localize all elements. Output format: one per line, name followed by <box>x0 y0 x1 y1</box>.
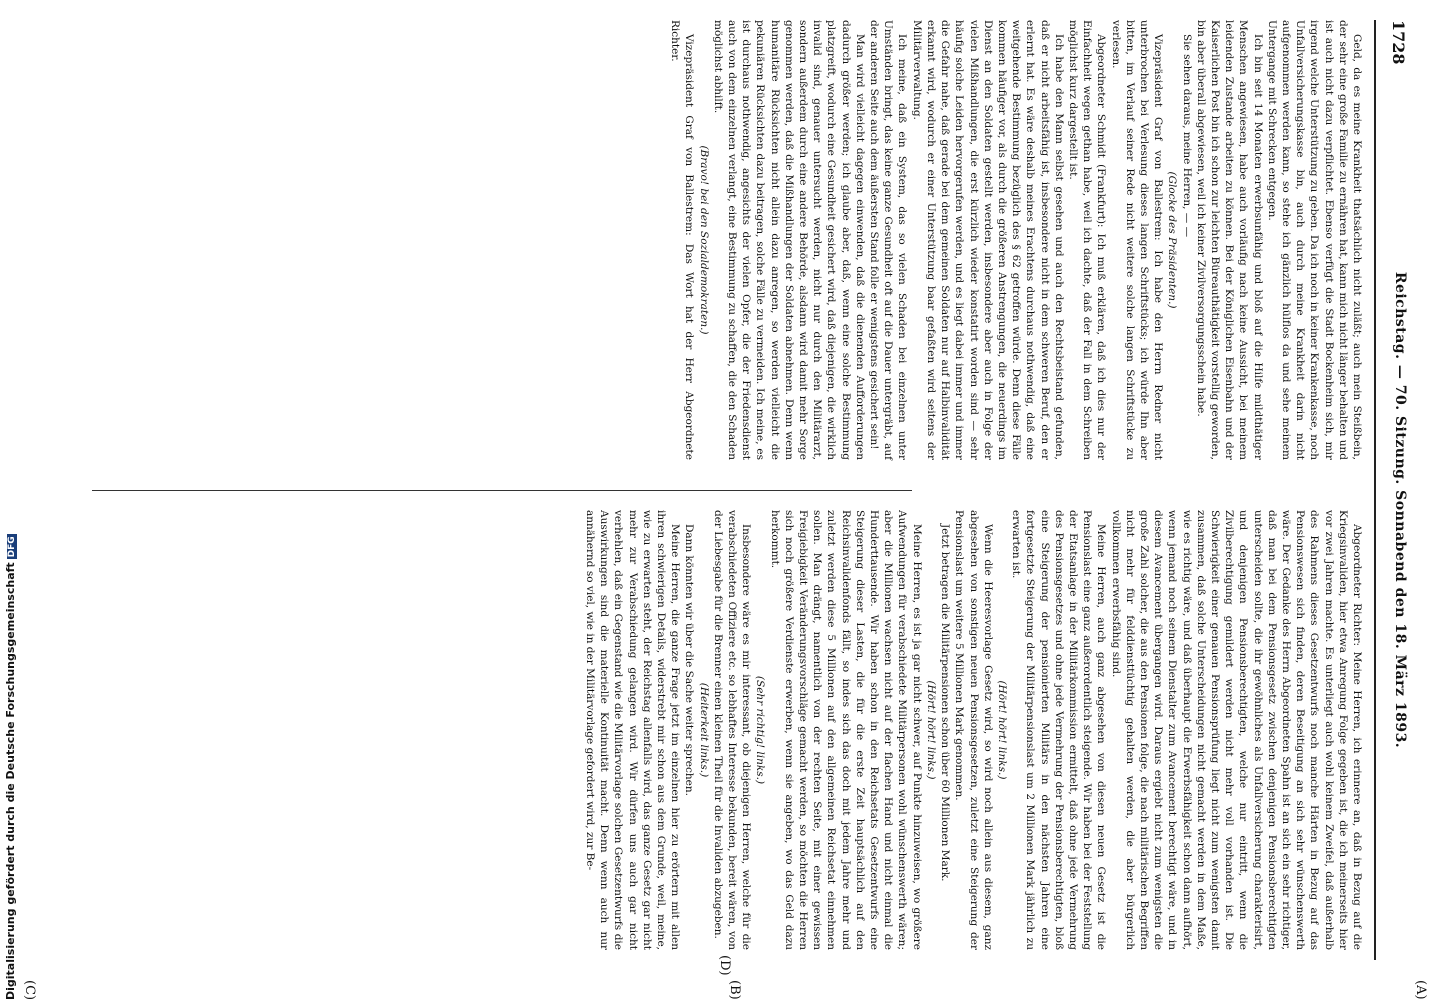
digitization-credit <box>4 534 17 1000</box>
left-column-paragraph: Ich bin seit 14 Monaten erwerbsunfähig und bloß auf die Hilfe mildthätiger Menschen angewiesen, habe auch vorläufig nach keine Aussicht, bei meinem leidenden Zustande arbeiten zu können. Bei der Königlichen Eisenbahn und der Kaiserlichen Post bin ich schon zur leichten Büreauthätigkeit vorstellig geworden, bin aber überall abgewiesen, weil ich keiner Zivilversorgungsschein habe. <box>1194 20 1264 460</box>
left-column-paragraph: Vizepräsident Graf von Ballestrem: Ich habe den Herrn Redner nicht unterbrochen bei Verlesung dieses langen Schriftstücks; ich würde Ihn aber bitten, im Verlauf seiner Rede nicht weitere solche langen Schriftstücke zu verlesen. <box>1109 20 1165 460</box>
right-column-paragraph: Meine Herren, die ganze Frage jetzt im einzelnen hier zu erörtern mit allen ihren schwierigen Details, widerstrebt mir schon aus dem Grunde, weil, meine, wie zu erwarten steht, der Reichstag allenfalls wird, das ganze Gesetz gar nicht mehr zur Verabschiedung gelangen wird. Wir dürfen uns auch gar nicht verhehlen, daß ein Gegenstand wie die Militärvorlage solchen Gesetzentwurfs die Auswirkungen sind die materielle Kontinuität macht. Denn wenn auch nur annähernd so viel, wie in der Militärvorlage gefordert wird, zur Be- <box>584 510 682 950</box>
right-column-paragraph: Wenn die Heeresvorlage Gesetz wird, so wird noch allein aus diesem, ganz abgesehen von sonstigen neuen Pensionsgesetzen, zuletzt eine Steigerung der Pensionslast um weitere 5 Millionen Mark genommen. <box>953 510 994 950</box>
page-number: 1728 <box>1389 20 1408 65</box>
left-column-paragraph: Vizepräsident Graf von Ballestrem: Das Wort hat der Herr Abgeordnete Richter. <box>669 20 696 460</box>
right-column <box>583 510 1364 950</box>
right-column-paragraph: Insbesondere wäre es mir interessant, ob diejenigen Herren, welche für die verabschiedeten Offiziere etc. so lebhaftes Interesse bekunden, bereit wären, von der Liebesgabe für die Brenner einen kleinen Theil für die Invaliden abzugeben. <box>711 510 753 950</box>
page-header <box>1374 20 1412 960</box>
left-column-paragraph: Abgeordneter Schmidt (Frankfurt): Ich muß erklären, daß ich dies nur der Einfachheit wegen gethan habe, weil ich dachte, daß der Fall in dem Schreiben möglichst kurz dargestellt ist. <box>1066 20 1108 460</box>
right-column-paragraph: Abgeordneter Richter: Meine Herren, ich erinnere an, daß in Bezug auf die Kriegsinvaliden, hier etwa Anregung Folge gegeben ist, die ich meinerseits hier vor zwei Jahren machte. Es unterliegt auch wohl keinem Zweifel, daß außerhalb des Rahmens dieses Gesetzentwurfs noch manche Härten in Bezug auf das Pensionswesen sich finden, deren Beseitigung an sich sehr wünschenswerth wäre. Der Gedanke des Herrn Abgeordneten Spahn ist an sich ein sehr richtiger, daß man bei dem Pensionsgesetz zwischen denjenigen Pensionsberechtigten unterscheiden sollte, die ihr gewöhnliches als Unfallversicherung charakterisirt, und denjenigen Pensionsberechtigten, welche nur eintritt, wenn die Zivilberechtigung gemildert werden nicht mehr voll vorhanden ist. Die Schwierigkeit einer genauen Pensionsprüfung liegt nicht zum wenigsten damit zusammen, daß solche Unterscheidungen nicht gemacht werden in dem Maße, wie es richtig wäre, und daß überhaupt die Erwerbsfähigkeit schon dann aufhört, wenn jemand noch seinem Dienstalter zum Avancement berechtigt wäre, und in diesem Avancement übergangen wird. Daraus ergiebt nicht zum wenigsten die große Zahl solcher, die aus den Pensionen folge, die nach militärischen Begriffen nicht mehr für felddiensttüchtig gehalten werden, die aber bürgerlich vollkommen erwerbsfähig sind. <box>1109 510 1363 950</box>
margin-mark-c: (C) <box>22 980 37 1000</box>
right-column-paragraph: (Hört! hört! links.) <box>995 680 1008 780</box>
credit-text: Digitalisierung gefördert durch die Deutsche Forschungsgemeinschaft <box>4 562 17 1000</box>
dfg-logo: DFG <box>7 536 17 558</box>
right-column-paragraph: Dann könnten wir über die Sache weiter sprechen. <box>683 524 696 796</box>
right-column-paragraph: (Sehr richtig! links.) <box>754 675 767 785</box>
right-column-paragraph: Meine Herren, es ist ja gar nicht schwer, auf Punkte hinzuweisen, wo größere Aufwendungen für verabschiedete Militärpersonen wohl wünschenswerth wären; aber die Millionen wachsen nicht auf der flachen Hand und nicht einmal die Hunderttausende. Wir haben schon in den Reichsetats Gesetzentwurfs eine Steigerung dieser Lasten, die für die erste Zeit hauptsächlich auf den Reichsinvalidenfonds fällt, so indes sich das doch mit jedem Jahre mehr und zuletzt werden diese 5 Millionen auf den allgemeinen Reichsetat einnehmen sollen. Man drängt, namentlich von der rechten Seite, mit einer gewissen Freigiebigkeit Veränderungsvorschläge gemacht werden, so möchten die Herren sich noch größere Verdienste erwerben, wenn sie angeben, wo das Geld dazu herkommt. <box>768 510 923 950</box>
left-column-paragraph: Man wird vielleicht dagegen einwenden, daß die dienenden Aufforderungen dadurch größer werden; ich glaube aber, daß, wenn eine solche Bestimmung platzgreift, wodurch eine Gesundheit gesichert wird, daß diejenigen, die wirklich invalid sind, genauer untersucht werden, nicht nur durch den Militärarzt, sondern außerdem durch eine andere Behörde, alsdann wird damit mehr Sorge genommen werden, daß die Mißhandlungen der Soldaten abnehmen. Denn wenn humanitäre Rücksichten nicht allein dazu anregen, so werden vielleicht die pekuniären Rücksichten dazu beitragen, solche Fälle zu vermeiden. Ich meine, es ist durchaus nothwendig, angesichts der vielen Opfer, die der Friedensdienst auch von dem einzelnen verlangt, eine Bestimmung zu schaffen, die den Schaden möglichst abhilft. <box>711 20 866 460</box>
left-column-paragraph: (Bravo! bei den Sozialdemokraten.) <box>697 145 710 335</box>
right-column-paragraph: Meine Herren, auch ganz abgesehen von diesen neuen Gesetz ist die Pensionslast eine ganz außerordentlich steigende. Wir haben bei der Feststellung der Etatsanlage in der Militärkommission ermittelt, daß ohne jede Vermehrung des Pensionsgesetzes und ohne jede Vermehrung der Pensionsberechtigten, bloß eine Steigerung der pensionierten Militärs in den nächsten Jahren eine fortgesetzte Steigerung der Militärpensionslast um 2 Millionen Mark jährlich zu erwarten ist. <box>1010 510 1108 950</box>
margin-mark-a: (A) <box>1413 980 1428 1000</box>
margin-mark-d: (D) <box>717 955 732 976</box>
margin-mark-b: (B) <box>727 980 742 1000</box>
left-column-paragraph: Ich habe den Mann selbst gesehen und auch den Rechtsbeistand gefunden, daß er nicht arbeitsfähig ist, insbesondere nicht in dem schweren Beruf, den er erlernt hat. Es wäre deshalb meines Erachtens durchaus nothwendig, daß eine weitgehende Bestimmung bezüglich des § 62 getroffen würde. Denn diese Fälle kommen häufiger vor, als durch die größeren Anstrengungen, die neuerdings im Dienst an den Soldaten gestellt werden, insbesondere aber auch in Folge der vielen Mißhandlungen, die erst kürzlich wieder konstatirt worden sind — sehr häufig solche Leiden hervorgerufen werden, und es liegt dabei immer und immer die Gefahr nahe, daß gerade bei dem gemeinen Soldaten nur auf Halbinvalidität erkannt wird, wodurch er einer Unterstützung baar gefaßten wird seitens der Militärverwaltung. <box>910 20 1065 460</box>
left-column-paragraph: Ich meine, daß ein System, das so vielen Schaden bei einzelnen unter Umständen bringt, das keine ganze Gesundheit oft auf die Dauer untergräbt, auf der anderen Seite auch dem äußersten Stand folle er wenigstens gesichert sein! <box>868 20 909 460</box>
left-column-paragraph: Sie sehen daraus, meine Herren, — — <box>1180 34 1193 238</box>
right-column-paragraph: Jetzt betragen die Militärpensionen schon über 60 Millionen Mark. <box>939 524 952 882</box>
right-column-paragraph: (Hört! hört! links.) <box>924 680 937 780</box>
running-head: Reichstag. — 70. Sitzung. Sonnabend den 18. März 1893. <box>1392 271 1408 749</box>
left-column <box>668 20 1364 460</box>
column-divider <box>92 490 912 491</box>
left-column-paragraph: (Glocke des Präsidenten.) <box>1166 171 1179 309</box>
right-column-paragraph: (Heiterkeit links.) <box>697 682 710 778</box>
left-column-paragraph: Geld, da es meine Krankheit thatsächlich nicht zuläßt; auch mein Steißbein, der sehr eine große Familie zu ernähren hat, kann mich nicht länger behalten und ist auch nicht dazu verpflichtet. Ebenso verfügt die Stadt Bockenheim sich, mir irgend welche Unterstützung zu geben. Da ich noch in keiner Krankenkasse, noch Unfallversicherungskasse bin, auch durch meine Krankheit darin nicht aufgenommen werden kann, so stehe ich gänzlich hülflos da und sehe meinem Untergange mit Schrecken entgegen. <box>1265 20 1363 460</box>
